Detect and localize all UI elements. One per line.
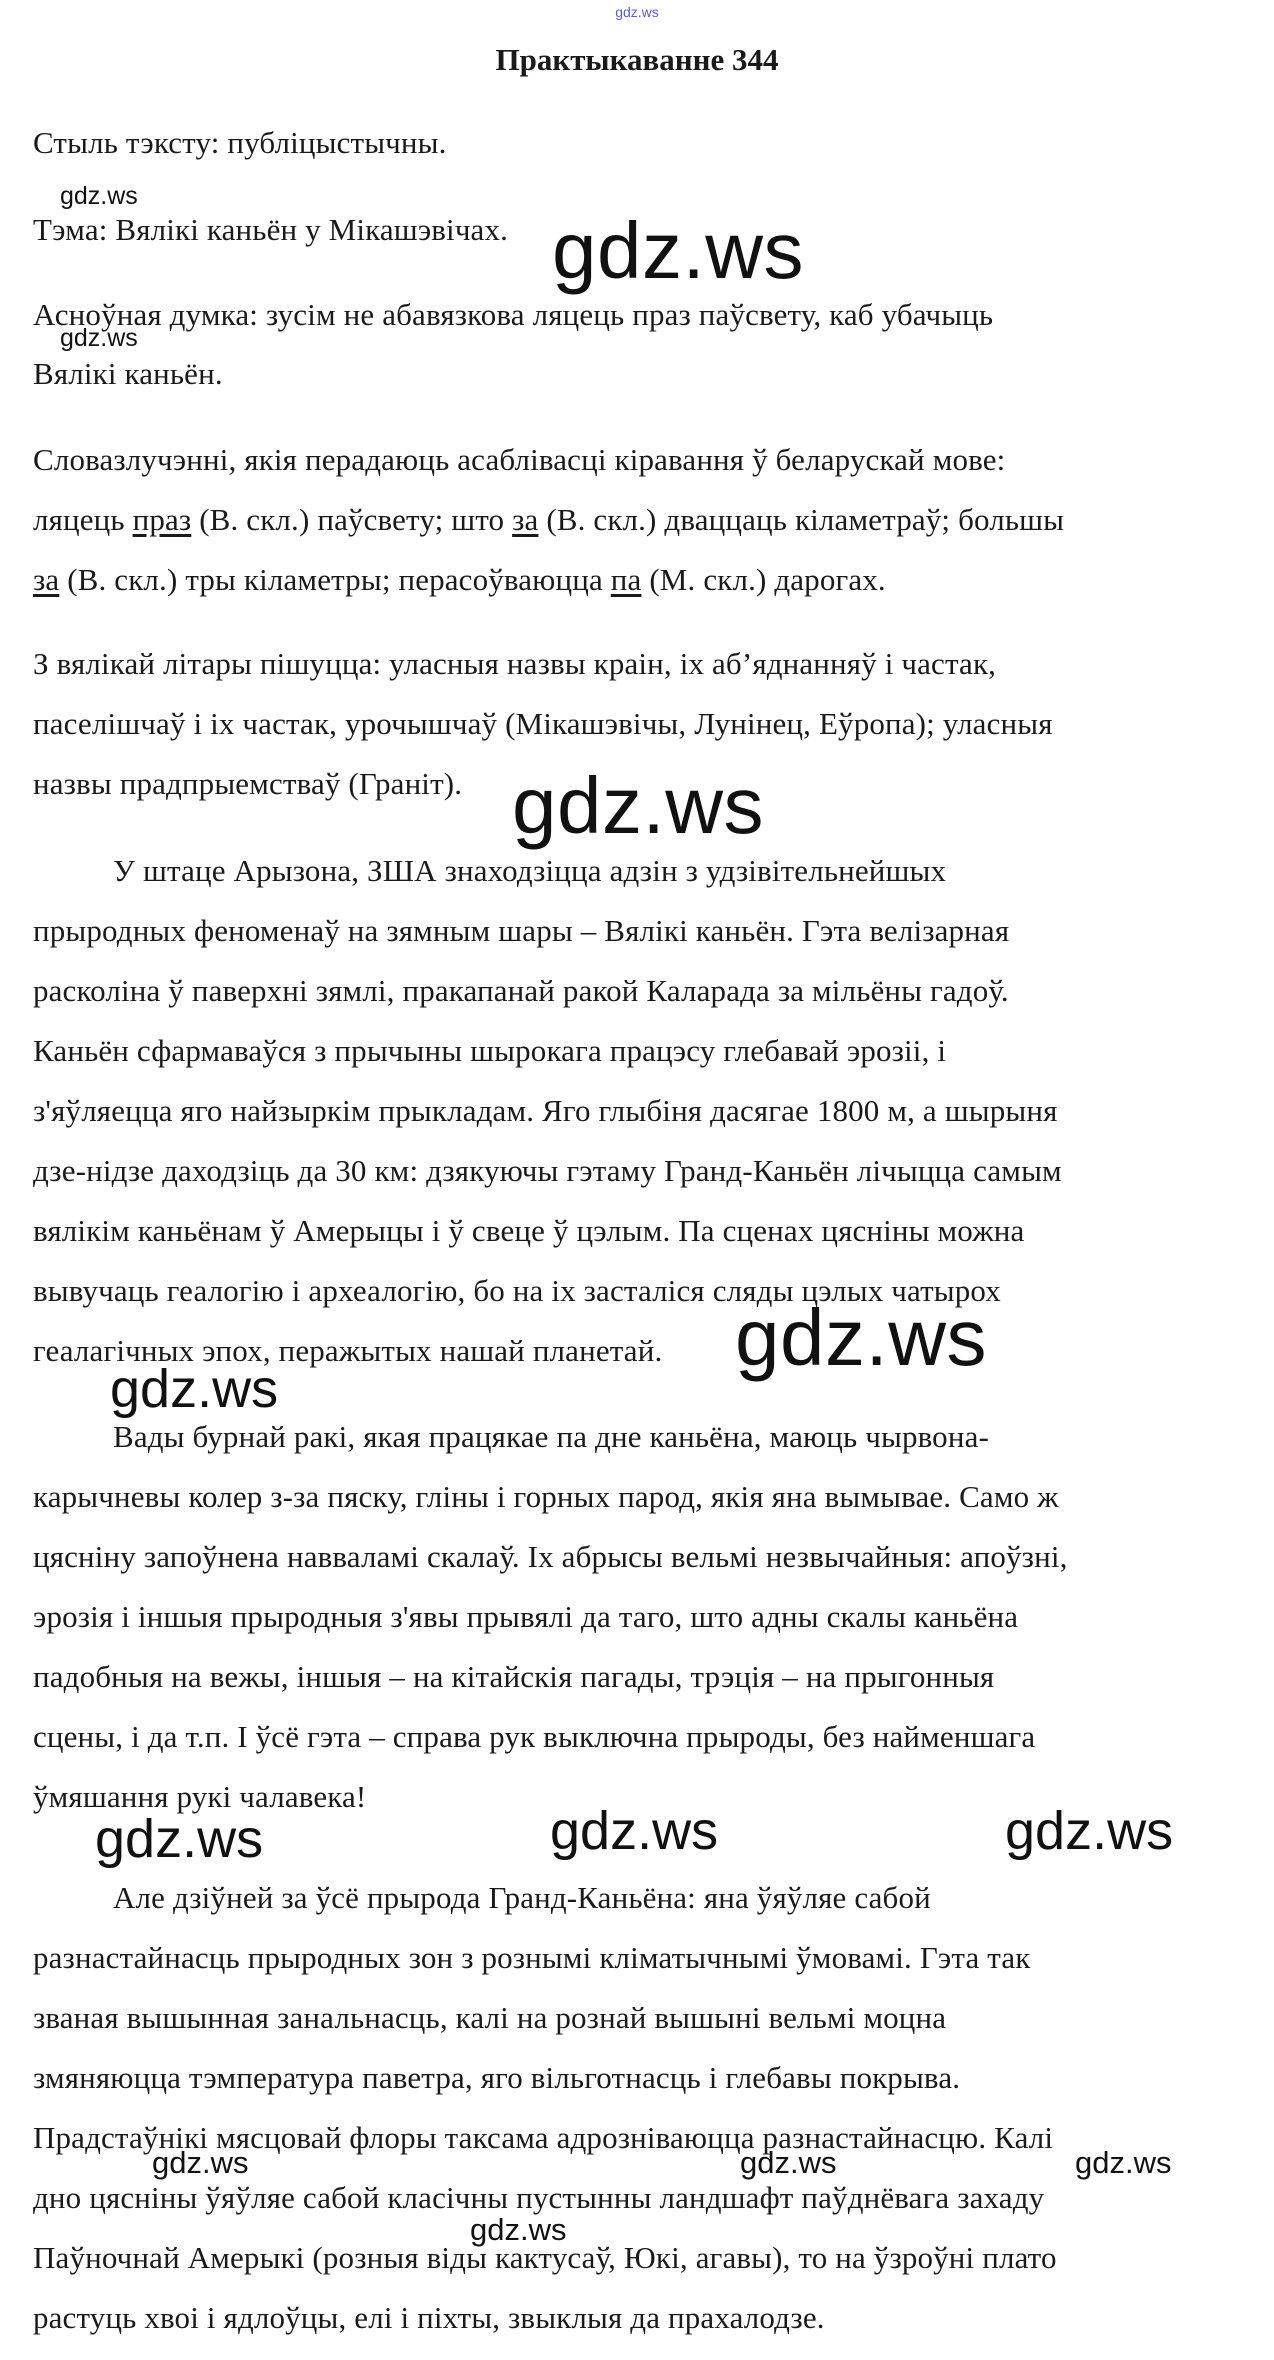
text-line: вывучаць геалогію і археалогію, бо на іх засталіся сляды цэлых чатырох [33,1273,1001,1308]
text-line: прыродных феноменаў на зямным шары – Вялікі каньён. Гэта велізарная [33,913,1010,948]
text-line [33,562,886,598]
text-line: Вялікі каньён. [33,356,223,391]
text-run: (В. скл.) паўсвету; што [191,502,513,537]
watermark: gdz.ws [110,1359,279,1419]
watermark: gdz.ws [470,2212,567,2247]
text-line: Вады бурнай ракі, якая працякае па дне каньёна, маюць чырвона- [113,1419,989,1454]
text-line: падобныя на вежы, іншыя – на кітайскія пагады, трэція – на прыгонныя [33,1659,995,1694]
text-line: дзе-нідзе даходзіць да 30 км: дзякуючы гэтаму Гранд-Каньён лічыцца самым [33,1153,1062,1188]
watermark: gdz.ws [552,206,804,295]
text-line: разнастайнасць прыродных зон з рознымі кліматычнымі ўмовамі. Гэта так [33,1940,1031,1975]
text-run: (М. скл.) дарогах. [641,562,886,597]
watermark: gdz.ws [1005,1801,1174,1861]
watermark: gdz.ws [550,1801,719,1861]
text-line: Стыль тэксту: публіцыстычны. [33,125,447,160]
preposition-underlined: па [610,562,642,597]
text-line: ўмяшання рукі чалавека! [33,1779,367,1814]
text-line: змяняюцца тэмпература паветра, яго вільготнасць і глебавы покрыва. [33,2060,961,2095]
text-line: Словазлучэнні, якія перадаюць асаблівасці кіравання ў беларускай мове: [33,442,1006,477]
text-line: эрозія і іншыя прыродныя з'явы прывялі да таго, што адны скалы каньёна [33,1599,1019,1634]
text-line: геалагічных эпох, перажытых нашай планетай. [33,1333,663,1368]
text-line: Асноўная думка: зусім не абавязкова ляцець праз паўсвету, каб убачыць [33,297,994,332]
text-line: З вялікай літары пішуцца: уласныя назвы краін, іх аб’яднанняў і частак, [33,646,997,681]
text-line: Прадстаўнікі мясцовай флоры таксама адрозніваюцца разнастайнасцю. Калі [33,2120,1054,2155]
watermark: gdz.ws [95,1809,264,1869]
preposition-underlined: за [512,502,539,537]
text-line [33,502,1064,538]
text-line: карычневы колер з-за пяску, гліны і горных парод, якія яна вымывае. Само ж [33,1479,1059,1514]
watermark: gdz.ws [60,182,138,210]
watermark: gdz.ws [60,324,138,352]
text-run: (В. скл.) тры кіламетры; перасоўваюцца [59,562,611,597]
page-title: Практыкаванне 344 [495,42,779,77]
site-mark: gdz.ws [615,4,659,20]
text-line: растуць хвоі і ядлоўцы, елі і піхты, звыклыя да прахалодзе. [33,2300,825,2335]
text-run: (В. скл.) дваццаць кіламетраў; большы [538,502,1065,537]
text-line: Тэма: Вялікі каньён у Мікашэвічах. [33,212,509,247]
watermark: gdz.ws [1075,2145,1172,2180]
watermark: gdz.ws [512,761,764,850]
text-line: сцены, і да т.п. І ўсё гэта – справа рук выключна прыроды, без найменшага [33,1719,1036,1754]
text-line: У штаце Арызона, ЗША знаходзіцца адзін з удзівітельнейшых [113,853,947,888]
text-line: расколіна ў паверхні зямлі, пракапанай ракой Каларада за мільёны гадоў. [33,973,1009,1008]
watermark: gdz.ws [740,2145,837,2180]
text-line: Паўночнай Амерыкі (розныя віды кактусаў, Юкі, агавы), то на ўзроўні плато [33,2240,1057,2275]
text-line: паселішчаў і іх частак, урочышчаў (Мікашэвічы, Лунінец, Еўропа); уласныя [33,706,1053,741]
watermark: gdz.ws [735,1293,987,1382]
preposition-underlined: праз [132,502,192,537]
text-line: назвы прадпрыемстваў (Граніт). [33,766,463,801]
text-line: вялікім каньёнам ў Амерыцы і ў свеце ў цэлым. Па сценах цясніны можна [33,1213,1025,1248]
text-line: цясніну запоўнена навваламі скалаў. Іх абрысы вельмі незвычайныя: апоўзні, [33,1539,1068,1574]
text-run: ляцець [33,502,133,537]
text-line: званая вышынная занальнасць, калі на рознай вышыні вельмі моцна [33,2000,947,2035]
text-line: Але дзіўней за ўсё прырода Гранд-Каньёна: яна ўяўляе сабой [113,1880,931,1915]
watermark: gdz.ws [152,2145,249,2180]
text-line: з'яўляецца яго найзыркім прыкладам. Яго глыбіня дасягае 1800 м, а шырыня [33,1093,1058,1128]
text-line: Каньён сфармаваўся з прычыны шырокага працэсу глебавай эрозіі, і [33,1033,947,1068]
text-line: дно цясніны ўяўляе сабой класічны пустынны ландшафт паўднёвага захаду [33,2180,1045,2215]
preposition-underlined: за [33,562,60,597]
